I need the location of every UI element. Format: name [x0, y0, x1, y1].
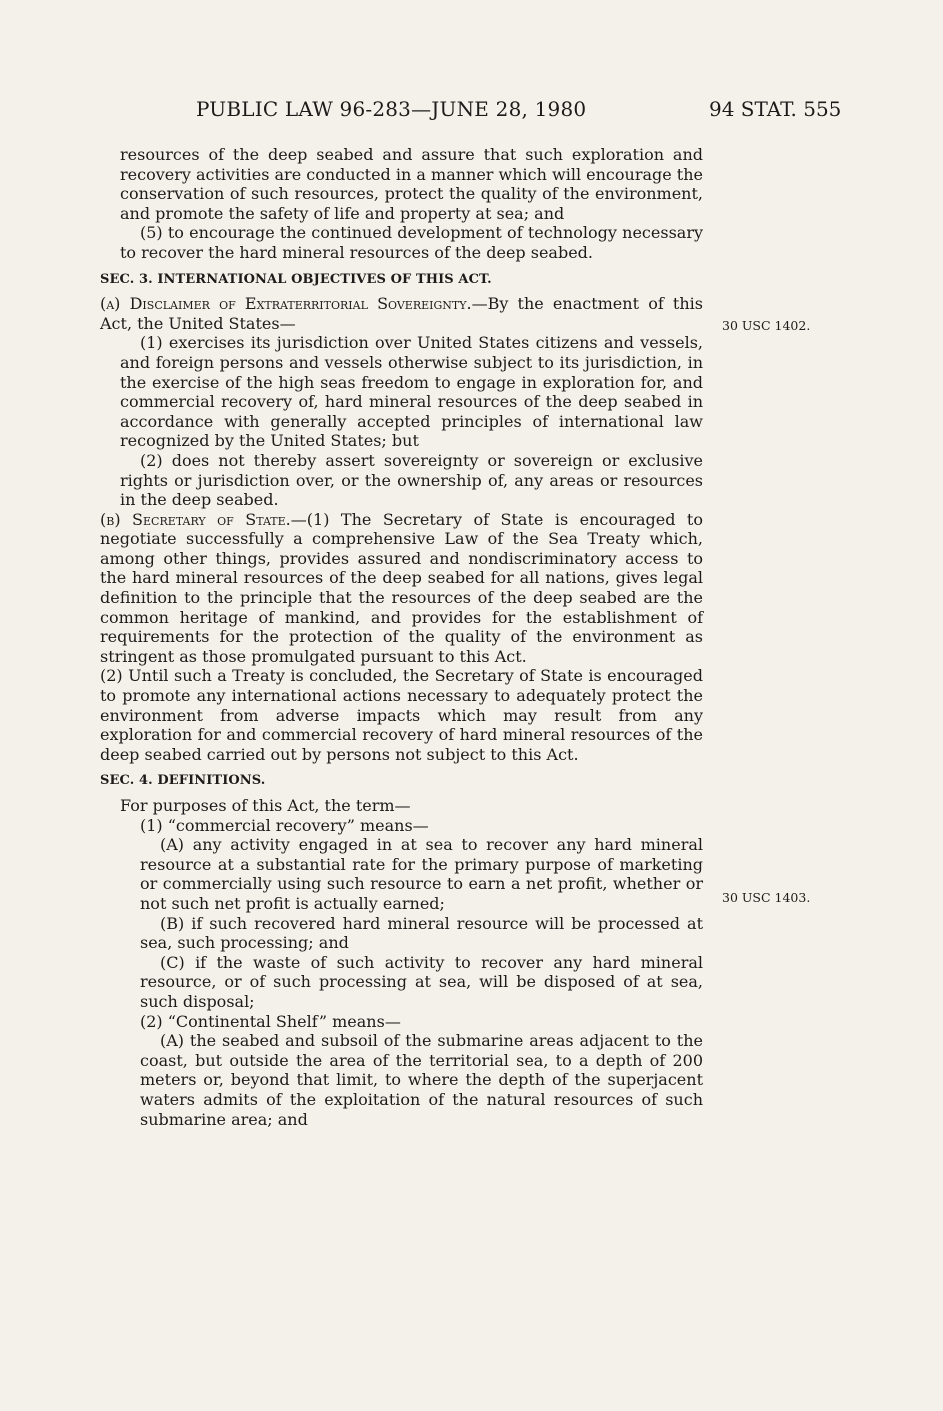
paragraph-5	[100, 223, 703, 262]
margin-note-sec3: 30 USC 1402.	[722, 318, 811, 333]
page-header-stat: 94 STAT. 555	[709, 97, 842, 121]
definition-1-B: (B) if such recovered hard mineral resource will be processed at sea, such processing; and	[140, 913, 703, 953]
paragraph-continuation: resources of the deep seabed and assure that such exploration and recovery activities are conducted in a manner which will encourage the conservation of such resources, protect the quality of the environment, and promote the safety of life and property at sea; and	[120, 145, 703, 223]
definition-1-C: (C) if the waste of such activity to recover any hard mineral resource, or of such processing at sea, will be disposed of at sea, such disposal;	[140, 952, 703, 1011]
subsection-a-heading: (a) Disclaimer of Extraterritorial Sovereignty.	[100, 294, 472, 314]
definition-2-A: (A) the seabed and subsoil of the submarine areas adjacent to the coast, but outside the area of the territorial sea, to a depth of 200 meters or, beyond that limit, to where the depth of the superjacent waters admits of the exploitation of the natural resources of such submarine area; and	[140, 1031, 703, 1129]
definition-2: (2) “Continental Shelf” means—	[140, 1011, 401, 1031]
section-4-heading: SEC. 4. DEFINITIONS.	[100, 773, 266, 789]
subsection-a	[100, 294, 703, 333]
definition-1: (1) “commercial recovery” means—	[140, 815, 429, 835]
subsection-b-2: (2) Until such a Treaty is concluded, the Secretary of State is encouraged to promote any international actions necessary to adequately protect the environment from adverse impacts which may result from any exploration for and commercial recovery of hard mineral resources of the deep seabed carried out by persons not subject to this Act.	[100, 666, 703, 764]
subsection-a-2: (2) does not thereby assert sovereignty or sovereign or exclusive rights or jurisdiction over, or the ownership of, any areas or resources in the deep seabed.	[120, 450, 703, 510]
subsection-b-heading: (b) Secretary of State.	[100, 509, 291, 529]
subsection-b-1-text: —(1) The Secretary of State is encouraged to negotiate successfully a comprehensive Law of the Sea Treaty which, among other things, provides assured and nondiscriminatory access to the hard mineral resources of the deep seabed for all nations, gives legal definition to the principle that the resources of the deep seabed are the common heritage of mankind, and provides for the establishment of requirements for the protection of the quality of the environment as stringent as those promulgated pursuant to this Act.	[100, 509, 703, 666]
subsection-a-1: (1) exercises its jurisdiction over United States citizens and vessels, and foreign persons and vessels otherwise subject to its jurisdiction, in the exercise of the high seas freedom to engage in exploration for, and commercial recovery of, hard mineral resources of the deep seabed in accordance with generally accepted principles of international law recognized by the United States; but	[120, 333, 703, 451]
margin-note-sec4: 30 USC 1403.	[722, 890, 811, 905]
subsection-b-1	[100, 510, 703, 667]
subsection-a-text: —By the enactment of this Act, the United States—	[100, 294, 703, 333]
body-text	[100, 145, 703, 1129]
definition-1-A: (A) any activity engaged in at sea to recover any hard mineral resource at a substantial rate for the primary purpose of marketing or commercially using such resource to earn a net profit, whether or not such net profit is actually earned;	[140, 835, 703, 913]
definitions-intro: For purposes of this Act, the term—	[120, 796, 411, 815]
section-3-heading: SEC. 3. INTERNATIONAL OBJECTIVES OF THIS ACT.	[100, 271, 492, 287]
page-header-title: PUBLIC LAW 96-283—JUNE 28, 1980	[196, 97, 587, 121]
paragraph-5-text: (5) to encourage the continued development of technology necessary to recover the hard mineral resources of the deep seabed.	[120, 223, 703, 262]
